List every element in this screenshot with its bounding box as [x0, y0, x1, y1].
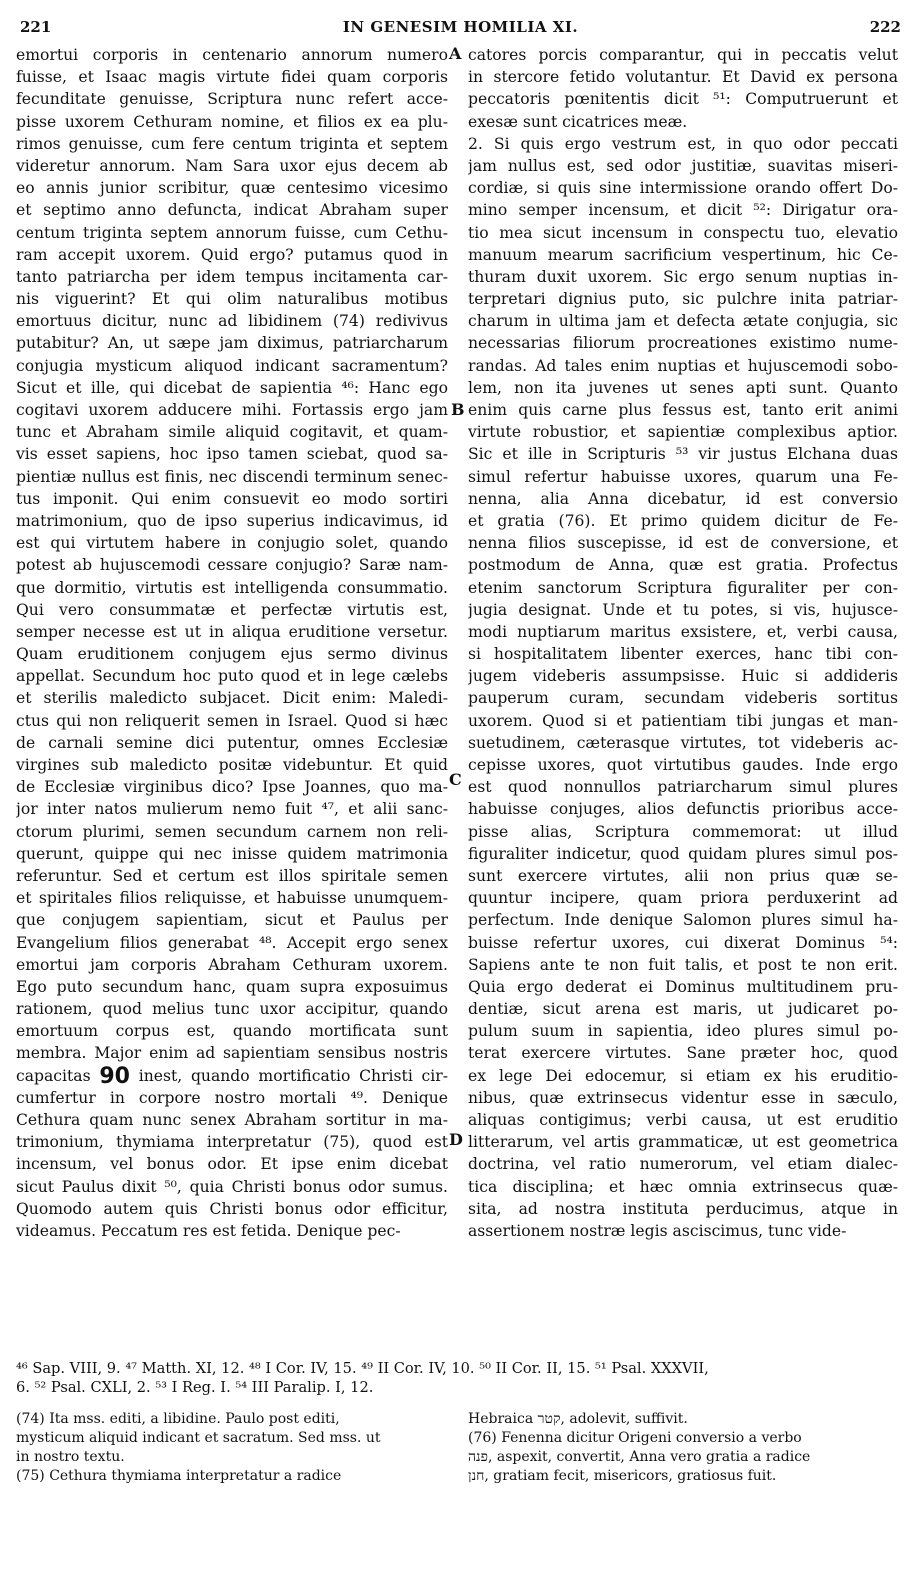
text-line: Sicut et ille, qui dicebat de sapientia ⁴⁶: Hanc ego	[16, 378, 448, 397]
notes-left	[16, 1410, 446, 1486]
text-line: semper necesse est ut in aliqua eruditione versetur.	[16, 622, 448, 641]
note-line: (75) Cethura thymiama interpretatur a radice	[16, 1468, 342, 1484]
text-line: Sic et ille in Scripturis ⁵³ vir justus Elchana duas	[468, 445, 898, 464]
text-line: doctrina, vel ratio numerorum, vel etiam dialec-	[468, 1155, 898, 1174]
running-title: IN GENESIM HOMILIA XI.	[342, 18, 579, 36]
text-line: pulum suum in sapientia, ideo plures simul po-	[468, 1022, 898, 1041]
text-line: pientiæ nullus est finis, nec discendi terminum senec-	[16, 467, 448, 486]
edition-page-marker: 90	[99, 1064, 130, 1087]
text-line: querunt, quippe qui nec inisse quidem matrimonia	[16, 844, 448, 863]
text-line: videamus. Peccatum res est fetida. Denique pec-	[16, 1221, 401, 1240]
text-line: et gratia (76). Et primo quidem dicitur de Fe-	[468, 511, 898, 530]
text-line: ctorum plurimi, semen secundum carnem non reli-	[16, 822, 448, 841]
text-line: litterarum, vel artis grammaticæ, ut est geometrica	[468, 1133, 898, 1152]
text-line: fecunditate genuisse, Scriptura nunc refert acce-	[16, 90, 448, 109]
text-line: uxorem. Quod si et patientiam tibi jungas et man-	[468, 711, 898, 730]
text-line: capacitas 90 inest, quando mortificatio Christi cir-	[16, 1064, 448, 1087]
text-line: peccatoris pœnitentis dicit ⁵¹: Computruerunt et	[468, 90, 898, 109]
right-column	[468, 44, 898, 1242]
text-line: lem, non ita juvenes ut senes apti sunt. Quanto	[468, 378, 898, 397]
page-number-left: 221	[20, 18, 52, 36]
text-line: quuntur incipere, quam priora perduxerint ad	[468, 889, 898, 908]
text-line: enim quis carne plus fessus est, tanto erit animi	[468, 401, 898, 419]
text-line: pisse uxorem Cethuram nomine, et filios ex ea plu-	[16, 112, 448, 131]
text-line: jugem videberis assumpsisse. Huic si addideris	[468, 667, 898, 686]
text-line: emortuum corpus est, quando mortificata sunt	[16, 1022, 448, 1041]
text-line: appellat. Secundum hoc puto quod et in lege cælebs	[16, 667, 448, 686]
left-column	[16, 44, 448, 1242]
text-line: de carnali semine dici putentur, omnes Ecclesiæ	[16, 733, 448, 752]
text-line: in stercore fetido volutantur. Et David ex persona	[468, 68, 898, 87]
text-line: randas. Ad tales enim nuptias et hujuscemodi sobo-	[468, 356, 898, 375]
text-line: rationem, quod melius tunc uxor accipitur, quando	[16, 1000, 448, 1019]
text-line: matrimonium, quo de ipso superius indicavimus, id	[16, 511, 448, 530]
note-line: in nostro textu.	[16, 1449, 125, 1465]
text-line: et septimo anno defuncta, indicat Abraham super	[16, 201, 448, 220]
text-line: incensum, vel bonus odor. Et ipse enim dicebat	[16, 1155, 448, 1174]
note-line: חנן, gratiam fecit, misericors, gratiosus fuit.	[468, 1468, 777, 1484]
text-line: virgines sub maledicto positæ videbuntur. Et quid	[16, 756, 448, 774]
text-line: suetudinem, cæterasque virtutes, tot videberis ac-	[468, 733, 898, 752]
text-line: que dormitio, virtutis est intelligenda consummatio.	[16, 578, 448, 597]
text-line: Cethura quam nunc senex Abraham sortitur in ma-	[16, 1111, 448, 1129]
text-line: pisse alias, Scriptura commemorat: ut illud	[468, 822, 898, 841]
page-number-right: 222	[869, 18, 901, 36]
note-line: (76) Fenenna dicitur Origeni conversio a verbo	[468, 1430, 802, 1446]
text-line: Evangelium filios generabat ⁴⁸. Accepit ergo senex	[16, 933, 448, 952]
text-line: emortuus dicitur, nunc ad libidinem (74) redivivus	[16, 312, 448, 331]
text-line: thuram duxit uxorem. Sic ergo senum nuptias in-	[468, 267, 898, 286]
text-line: Ego puto secundum hanc, quam supra exposuimus	[16, 977, 448, 996]
margin-letter-b: B	[451, 400, 465, 419]
text-line: fuisse, et Isaac magis virtute fidei quam corporis	[16, 68, 448, 87]
text-line: est qui virtutem habere in conjugio solet, quando	[16, 534, 448, 553]
note-line: 6. ⁵² Psal. CXLI, 2. ⁵³ I Reg. I. ⁵⁴ III Paralip. I, 12.	[16, 1379, 374, 1396]
text-line: figuraliter indicetur, quod quidam plures simul pos-	[468, 844, 898, 863]
text-line: tio mea sicut incensum in conspectu tuo, elevatio	[468, 223, 898, 242]
text-line: de Ecclesiæ virginibus dico? Ipse Joannes, quo ma-	[16, 778, 448, 797]
running-header	[20, 18, 901, 40]
text-line: nibus, quæ extrinsecus videntur esse in sæculo,	[468, 1088, 898, 1107]
note-line: mysticum aliquid indicant et sacratum. Sed mss. ut	[16, 1430, 381, 1446]
text-line: jam nullus est, sed odor justitiæ, suavitas miseri-	[468, 156, 898, 175]
text-line: dentiæ, sicut arena est maris, ut judicaret po-	[468, 1000, 898, 1019]
text-line: cogitavi uxorem adducere mihi. Fortassis ergo jam	[16, 401, 448, 419]
scripture-references	[16, 1360, 901, 1398]
text-line: exesæ sunt cicatrices meæ.	[468, 112, 688, 131]
note-line: פנה, aspexit, convertit, Anna vero gratia a radice	[468, 1449, 811, 1465]
text-line: est quod nonnullos patriarcharum simul plures	[468, 778, 898, 797]
margin-letter-d: D	[449, 1130, 463, 1149]
text-line: virtute robustior, et sapientiæ complexibus aptior.	[468, 423, 898, 442]
note-line: Hebraica קטר, adolevit, suffivit.	[468, 1411, 688, 1427]
text-line: eo annis junior scribitur, quæ centesimo vicesimo	[16, 179, 448, 198]
text-line: Qui vero consummatæ et perfectæ virtutis est,	[16, 600, 448, 619]
text-line: modi nuptiarum maritus exsistere, et, verbi causa,	[468, 622, 898, 641]
text-line: Sapiens ante te non fuit talis, et post te non erit.	[468, 955, 898, 974]
text-line: tus imponit. Qui enim consuevit eo modo sortiri	[16, 489, 448, 508]
text-line: conjugia mysticum aliquod indicant sacramentum?	[16, 356, 448, 375]
text-line: perfectum. Inde denique Salomon plures simul ha-	[468, 911, 898, 930]
text-line: simul refertur habuisse uxores, quarum una Fe-	[468, 467, 898, 486]
text-line: aliquas contigimus; verbi causa, ut est eruditio	[468, 1111, 898, 1129]
text-line: cordiæ, si quis sine intermissione orando offert Do-	[468, 179, 898, 198]
text-line: necessarias filiorum procreationes existimo nume-	[468, 334, 898, 353]
text-line: potest ab hujuscemodi cessare conjugio? Saræ nam-	[16, 556, 448, 575]
text-line: sicut Paulus dixit ⁵⁰, quia Christi bonus odor sumus.	[16, 1177, 448, 1196]
text-line: et sterilis maledicto subjacet. Dicit enim: Maledi-	[16, 689, 448, 708]
text-line: nis viguerint? Et qui olim naturalibus motibus	[16, 290, 448, 309]
text-line: referuntur. Sed et certum est illos spiritale semen	[16, 866, 448, 885]
text-line: jor inter natos mulierum nemo fuit ⁴⁷, et alii sanc-	[16, 800, 448, 819]
text-line: videretur annorum. Nam Sara uxor ejus decem ab	[16, 156, 448, 175]
text-line: terpretari dignius puto, sic pulchre inita patriar-	[468, 290, 898, 309]
text-line: 2. Si quis ergo vestrum est, in quo odor peccati	[468, 134, 898, 153]
text-line: et spiritales filios reliquisse, et habuisse unumquem-	[16, 889, 448, 908]
text-line: putabitur? An, ut sæpe jam diximus, patriarcharum	[16, 334, 448, 353]
text-line: catores porcis comparantur, qui in peccatis velut	[468, 46, 898, 64]
text-line: emortui jam corporis Abraham Cethuram uxorem.	[16, 955, 448, 974]
text-line: tunc et Abraham simile aliquid cogitavit, et quam-	[16, 423, 448, 442]
text-line: jugia designat. Unde et tu potes, si vis, hujusce-	[468, 600, 898, 619]
note-line: ⁴⁶ Sap. VIII, 9. ⁴⁷ Matth. XI, 12. ⁴⁸ I Cor. IV, 15. ⁴⁹ II Cor. IV, 10. ⁵⁰ II Cor. II, 15. ⁵¹ Psal. XXXVII,	[16, 1360, 709, 1377]
text-line: charum in ultima jam et defecta ætate conjugia, sic	[468, 312, 898, 331]
text-line: nenna, alia Anna dicebatur, id est conversio	[468, 489, 898, 508]
text-line: pauperum curam, secundam videberis sortitus	[468, 689, 898, 708]
text-line: si hospitalitatem libenter exerces, hanc tibi con-	[468, 645, 898, 664]
text-line: assertionem nostræ legis asciscimus, tunc vide-	[468, 1221, 847, 1240]
text-line: ex lege Dei edocemur, si etiam ex his eruditio-	[468, 1066, 898, 1085]
margin-letter-c: C	[449, 770, 462, 789]
text-line: etenim sanctorum Scriptura figuraliter per con-	[468, 578, 898, 597]
text-line: cepisse uxores, quot virtutibus gaudes. Inde ergo	[468, 756, 898, 774]
text-line: manuum mearum sacrificium vespertinum, hic Ce-	[468, 245, 898, 264]
text-line: nenna filios suscepisse, id est de conversione, et	[468, 534, 898, 553]
text-line: centum triginta septem annorum fuisse, cum Cethu-	[16, 223, 448, 242]
text-line: sunt exercere virtutes, alii non prius quæ se-	[468, 866, 898, 885]
text-line: trimonium, thymiama interpretatur (75), quod est	[16, 1133, 448, 1152]
text-line: vis esset sapiens, hoc ipso tamen sciebat, quod sa-	[16, 445, 448, 464]
text-line: buisse refertur uxores, cui dixerat Dominus ⁵⁴:	[468, 933, 898, 952]
text-line: Quomodo autem quis Christi bonus odor efficitur,	[16, 1199, 448, 1218]
text-line: que conjugem sapientiam, sicut et Paulus per	[16, 911, 448, 930]
text-line: tica disciplina; et hæc omnia extrinsecus quæ-	[468, 1177, 898, 1196]
text-line: cumfertur in corpore nostro mortali ⁴⁹. Denique	[16, 1088, 448, 1107]
text-line: terat exercere virtutes. Sane præter hoc, quod	[468, 1044, 898, 1063]
text-line: Quam eruditionem conjugem ejus sermo divinus	[16, 645, 448, 664]
text-line: ram accepit uxorem. Quid ergo? putamus quod in	[16, 245, 448, 264]
margin-letter-a: A	[449, 44, 462, 63]
text-line: habuisse conjuges, alios defunctis prioribus acce-	[468, 800, 898, 819]
text-line: membra. Major enim ad sapientiam sensibus nostris	[16, 1044, 448, 1063]
notes-right	[468, 1410, 898, 1486]
text-line: emortui corporis in centenario annorum numero	[16, 46, 448, 64]
text-line: tanto patriarcha per idem tempus incitamenta car-	[16, 267, 448, 286]
text-line: mino semper incensum, et dicit ⁵²: Dirigatur ora-	[468, 201, 898, 220]
text-line: ctus qui non reliquerit semen in Israel. Quod si hæc	[16, 711, 448, 730]
text-line: postmodum de Anna, quæ est gratia. Profectus	[468, 556, 898, 575]
text-line: rimos genuisse, cum fere centum triginta et septem	[16, 134, 448, 153]
note-line: (74) Ita mss. editi, a libidine. Paulo post editi,	[16, 1411, 340, 1427]
text-line: Quia ergo dederat ei Dominus multitudinem pru-	[468, 977, 898, 996]
text-line: sita, ad nostra instituta perducimus, atque in	[468, 1199, 898, 1218]
